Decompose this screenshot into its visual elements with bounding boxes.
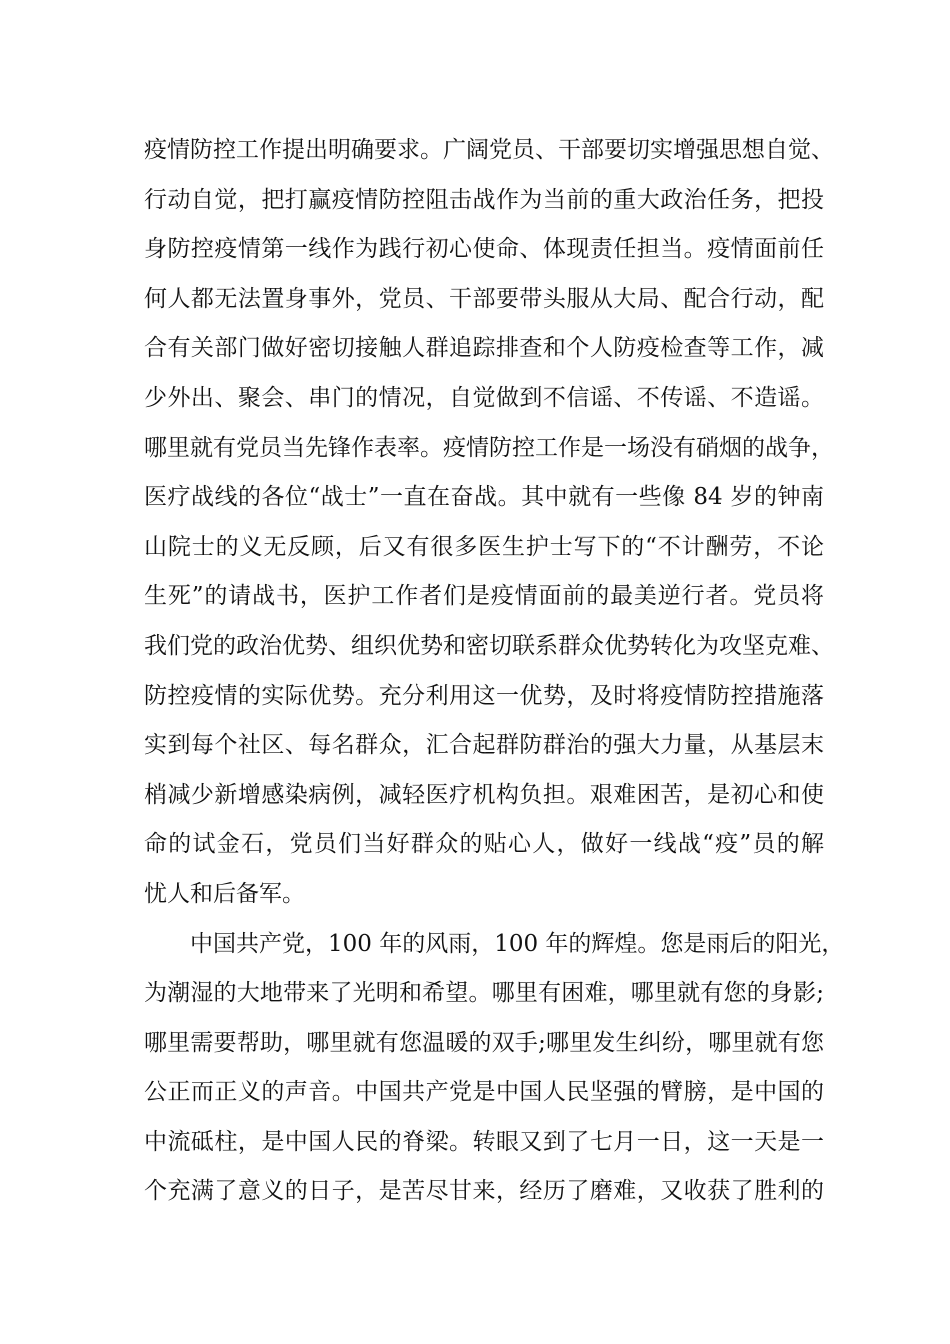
text-line: 少外出、聚会、串门的情况，自觉做到不信谣、不传谣、不造谣。 <box>144 384 824 411</box>
text-line: 我们党的政治优势、组织优势和密切联系群众优势转化为攻坚克难、 <box>144 632 834 659</box>
text-line: 忧人和后备军。 <box>144 880 305 907</box>
text-line: 疫情防控工作提出明确要求。广阔党员、干部要切实增强思想自觉、 <box>144 137 834 163</box>
paragraph-1 <box>144 126 834 920</box>
text-line: 防控疫情的实际优势。充分利用这一优势，及时将疫情防控措施落 <box>144 682 824 709</box>
text-line: 何人都无法置身事外，党员、干部要带头服从大局、配合行动，配 <box>144 285 824 312</box>
text-line: 中流砥柱，是中国人民的脊梁。转眼又到了七月一日，这一天是一 <box>144 1128 824 1155</box>
text-line: 为潮湿的大地带来了光明和希望。哪里有困难，哪里就有您的身影; <box>144 980 824 1007</box>
text-line: 个充满了意义的日子，是苦尽甘来，经历了磨难，又收获了胜利的 <box>144 1178 824 1205</box>
body-text <box>144 126 845 1217</box>
text-line: 合有关部门做好密切接触人群追踪排查和个人防疫检查等工作，减 <box>144 335 824 362</box>
text-line: 哪里需要帮助，哪里就有您温暖的双手;哪里发生纠纷，哪里就有您 <box>144 1029 824 1056</box>
text-line: 生死”的请战书，医护工作者们是疫情面前的最美逆行者。党员将 <box>144 583 824 610</box>
text-line: 身防控疫情第一线作为践行初心使命、体现责任担当。疫情面前任 <box>144 236 824 263</box>
text-line: 梢减少新增感染病例，减轻医疗机构负担。艰难困苦，是初心和使 <box>144 781 824 808</box>
text-line: 公正而正义的声音。中国共产党是中国人民坚强的臂膀，是中国的 <box>144 1079 824 1106</box>
text-line: 行动自觉，把打赢疫情防控阻击战作为当前的重大政治任务，把投 <box>144 186 824 213</box>
text-line: 实到每个社区、每名群众，汇合起群防群治的强大力量，从基层末 <box>144 732 824 759</box>
text-line: 哪里就有党员当先锋作表率。疫情防控工作是一场没有硝烟的战争， <box>144 434 834 461</box>
text-line: 医疗战线的各位“战士”一直在奋战。其中就有一些像 84 岁的钟南 <box>144 484 824 511</box>
text-line: 山院士的义无反顾，后又有很多医生护士写下的“不计酬劳，不论 <box>144 533 824 560</box>
text-line: 命的试金石，党员们当好群众的贴心人，做好一线战“疫”员的解 <box>144 831 824 858</box>
text-line: 中国共产党，100 年的风雨，100 年的辉煌。您是雨后的阳光， <box>190 930 845 957</box>
paragraph-2 <box>144 920 845 1218</box>
